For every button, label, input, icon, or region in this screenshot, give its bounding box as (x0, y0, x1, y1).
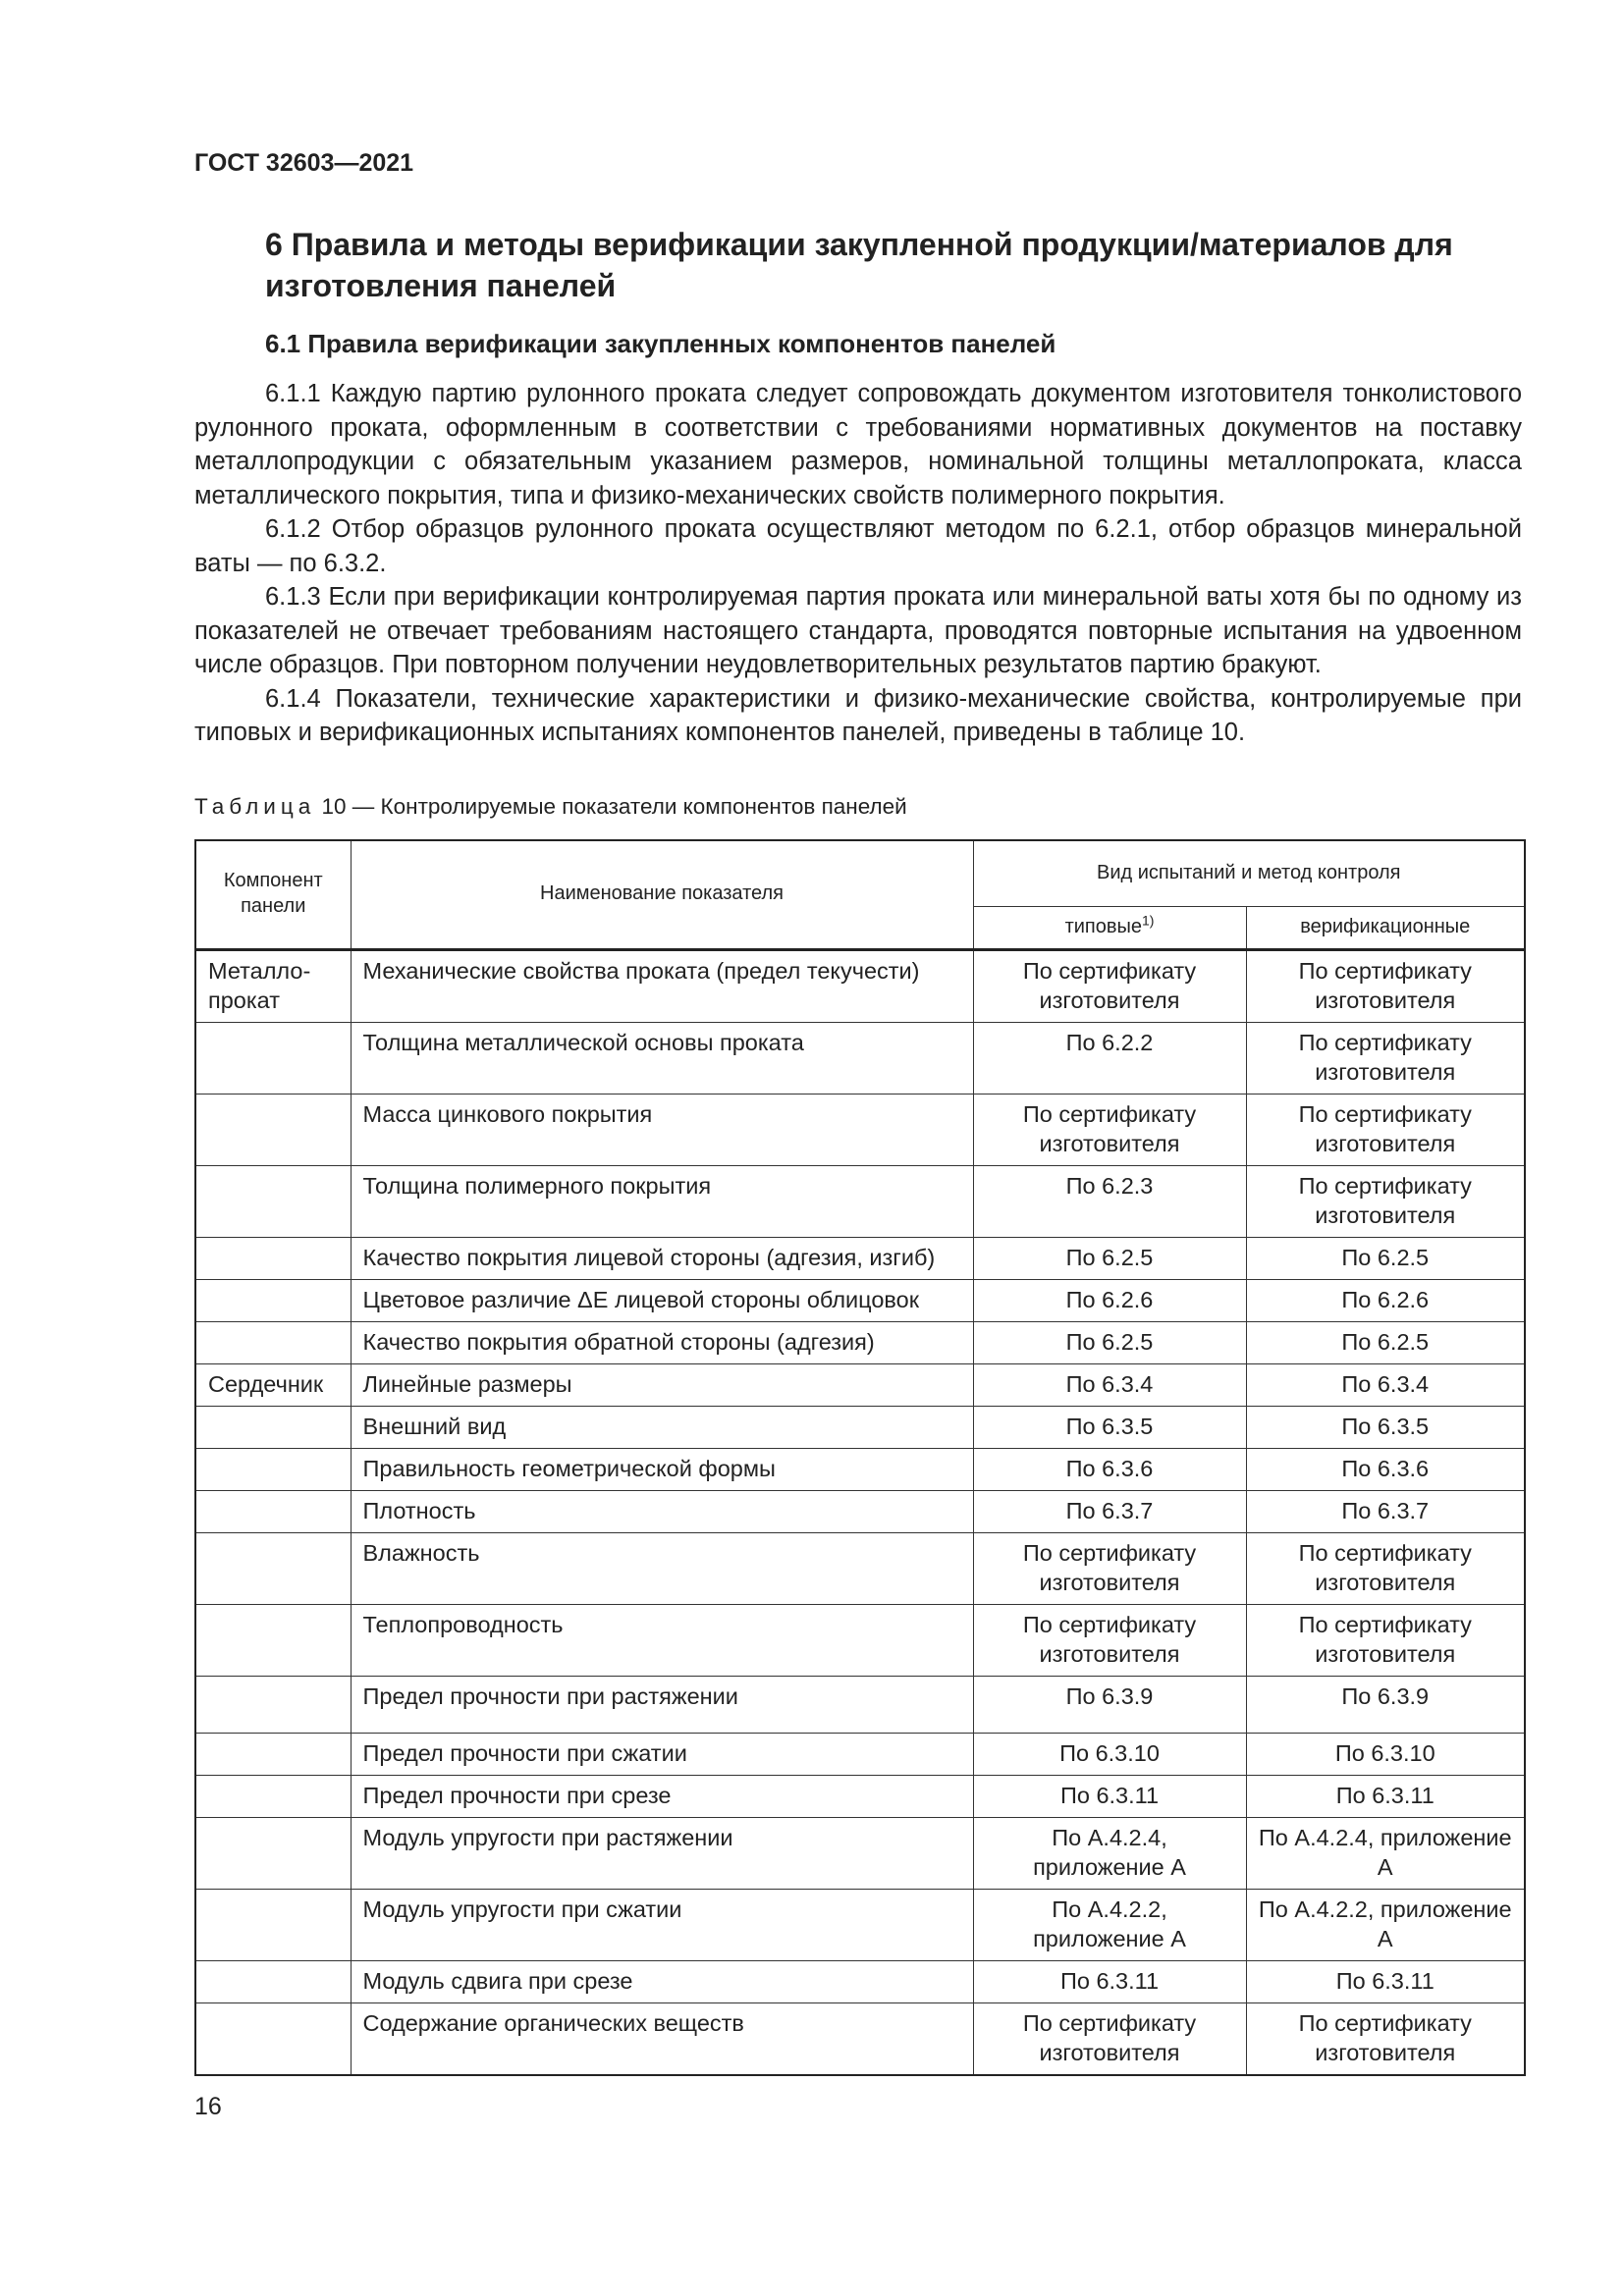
cell-component: Сердечник (195, 1363, 351, 1406)
cell-component (195, 1022, 351, 1094)
cell-component (195, 2002, 351, 2075)
cell-typical: По 6.3.5 (973, 1406, 1246, 1448)
cell-indicator: Масса цинкового покрытия (351, 1094, 973, 1165)
cell-typical: По 6.3.10 (973, 1733, 1246, 1775)
cell-typical: По 6.2.3 (973, 1165, 1246, 1237)
cell-component (195, 1817, 351, 1889)
body-text (194, 377, 1522, 750)
cell-verification: По А.4.2.2, приложение А (1246, 1889, 1525, 1960)
cell-typical: По 6.3.4 (973, 1363, 1246, 1406)
page-number: 16 (194, 2093, 222, 2120)
cell-indicator: Предел прочности при срезе (351, 1775, 973, 1817)
section-title: 6 Правила и методы верификации закупленной продукции/материалов для изготовления панелей (265, 227, 1453, 303)
cell-indicator: Качество покрытия обратной стороны (адгезия) (351, 1321, 973, 1363)
paragraph-6-1-4: 6.1.4 Показатели, технические характеристики и физико-механические свойства, контролируемые при типовых и верификационных испытаниях компонентов панелей, приведены в таблице 10. (194, 684, 1522, 746)
cell-verification: По сертификату изготовителя (1246, 1165, 1525, 1237)
cell-verification: По 6.3.6 (1246, 1448, 1525, 1490)
cell-indicator: Плотность (351, 1490, 973, 1532)
header-test-type: Вид испытаний и метод контроля (973, 840, 1525, 906)
cell-component: Металло-прокат (195, 949, 351, 1022)
cell-component (195, 1676, 351, 1733)
cell-component (195, 1960, 351, 2002)
cell-indicator: Предел прочности при сжатии (351, 1733, 973, 1775)
cell-component (195, 1279, 351, 1321)
cell-verification: По 6.3.7 (1246, 1490, 1525, 1532)
cell-component (195, 1237, 351, 1279)
cell-component (195, 1775, 351, 1817)
cell-typical: По А.4.2.4, приложение А (973, 1817, 1246, 1889)
cell-typical: По 6.2.5 (973, 1237, 1246, 1279)
cell-verification: По сертификату изготовителя (1246, 949, 1525, 1022)
header-typical-label: типовые (1064, 915, 1142, 937)
cell-verification: По сертификату изготовителя (1246, 1094, 1525, 1165)
cell-typical: По 6.2.6 (973, 1279, 1246, 1321)
cell-typical: По 6.3.11 (973, 1775, 1246, 1817)
cell-indicator: Внешний вид (351, 1406, 973, 1448)
cell-verification: По сертификату изготовителя (1246, 1604, 1525, 1676)
cell-verification: По 6.3.11 (1246, 1960, 1525, 2002)
cell-verification: По 6.3.11 (1246, 1775, 1525, 1817)
cell-indicator: Линейные размеры (351, 1363, 973, 1406)
cell-indicator: Предел прочности при растяжении (351, 1676, 973, 1733)
table-caption-label: Таблица (194, 794, 316, 819)
header-verification: верификационные (1246, 906, 1525, 949)
cell-verification: По сертификату изготовителя (1246, 2002, 1525, 2075)
cell-typical: По сертификату изготовителя (973, 949, 1246, 1022)
cell-indicator: Качество покрытия лицевой стороны (адгезия, изгиб) (351, 1237, 973, 1279)
cell-typical: По 6.2.5 (973, 1321, 1246, 1363)
cell-verification: По сертификату изготовителя (1246, 1022, 1525, 1094)
cell-indicator: Содержание органических веществ (351, 2002, 973, 2075)
cell-verification: По сертификату изготовителя (1246, 1532, 1525, 1604)
cell-component (195, 1321, 351, 1363)
cell-indicator: Модуль сдвига при срезе (351, 1960, 973, 2002)
cell-component (195, 1733, 351, 1775)
cell-typical: По сертификату изготовителя (973, 1094, 1246, 1165)
cell-verification: По 6.2.6 (1246, 1279, 1525, 1321)
cell-typical: По 6.3.6 (973, 1448, 1246, 1490)
paragraph-6-1-1: 6.1.1 Каждую партию рулонного проката следует сопровождать документом изготовителя тонколистового рулонного проката, оформленным в соответствии с требованиями нормативных документов на поставку металлопродукции с обязательным указанием размеров, номинальной толщины металлопроката, класса металлического покрытия, типа и физико-механических свойств полимерного покрытия. (194, 380, 1522, 509)
paragraph-6-1-3: 6.1.3 Если при верификации контролируемая партия проката или минеральной ваты хотя бы по одному из показателей не отвечает требованиям настоящего стандарта, проводятся повторные испытания на удвоенном числе образцов. При повторном получении неудовлетворительных результатов партию бракуют. (194, 583, 1522, 678)
indicators-table (194, 839, 1526, 2076)
cell-indicator: Модуль упругости при сжатии (351, 1889, 973, 1960)
table-caption-text: 10 — Контролируемые показатели компонентов панелей (321, 794, 907, 819)
cell-component (195, 1448, 351, 1490)
cell-indicator: Толщина полимерного покрытия (351, 1165, 973, 1237)
cell-component (195, 1889, 351, 1960)
cell-typical: По 6.3.7 (973, 1490, 1246, 1532)
cell-verification: По А.4.2.4, приложение А (1246, 1817, 1525, 1889)
cell-typical: По А.4.2.2, приложение А (973, 1889, 1246, 1960)
cell-component (195, 1532, 351, 1604)
header-typical-footnote: 1) (1141, 911, 1155, 928)
header-typical (973, 906, 1246, 949)
cell-typical: По 6.3.9 (973, 1676, 1246, 1733)
header-indicator: Наименование показателя (351, 840, 973, 949)
cell-indicator: Механические свойства проката (предел текучести) (351, 949, 973, 1022)
cell-typical: По сертификату изготовителя (973, 1532, 1246, 1604)
paragraph-6-1-2: 6.1.2 Отбор образцов рулонного проката осуществляют методом по 6.2.1, отбор образцов минеральной ваты — по 6.3.2. (194, 515, 1522, 577)
cell-indicator: Цветовое различие ΔE лицевой стороны облицовок (351, 1279, 973, 1321)
cell-verification: По 6.3.5 (1246, 1406, 1525, 1448)
cell-verification: По 6.3.9 (1246, 1676, 1525, 1733)
cell-indicator: Толщина металлической основы проката (351, 1022, 973, 1094)
cell-component (195, 1406, 351, 1448)
subsection-title: 6.1 Правила верификации закупленных компонентов панелей (265, 329, 1056, 358)
cell-typical: По сертификату изготовителя (973, 1604, 1246, 1676)
cell-component (195, 1094, 351, 1165)
header-component: Компонент панели (195, 840, 351, 949)
table-caption (194, 794, 907, 820)
cell-typical: По 6.3.11 (973, 1960, 1246, 2002)
cell-indicator: Влажность (351, 1532, 973, 1604)
cell-indicator: Модуль упругости при растяжении (351, 1817, 973, 1889)
cell-verification: По 6.2.5 (1246, 1321, 1525, 1363)
cell-component (195, 1165, 351, 1237)
cell-component (195, 1490, 351, 1532)
cell-typical: По сертификату изготовителя (973, 2002, 1246, 2075)
cell-verification: По 6.3.4 (1246, 1363, 1525, 1406)
cell-indicator: Теплопроводность (351, 1604, 973, 1676)
document-code: ГОСТ 32603—2021 (194, 149, 414, 177)
cell-component (195, 1604, 351, 1676)
cell-verification: По 6.3.10 (1246, 1733, 1525, 1775)
cell-verification: По 6.2.5 (1246, 1237, 1525, 1279)
cell-indicator: Правильность геометрической формы (351, 1448, 973, 1490)
cell-typical: По 6.2.2 (973, 1022, 1246, 1094)
